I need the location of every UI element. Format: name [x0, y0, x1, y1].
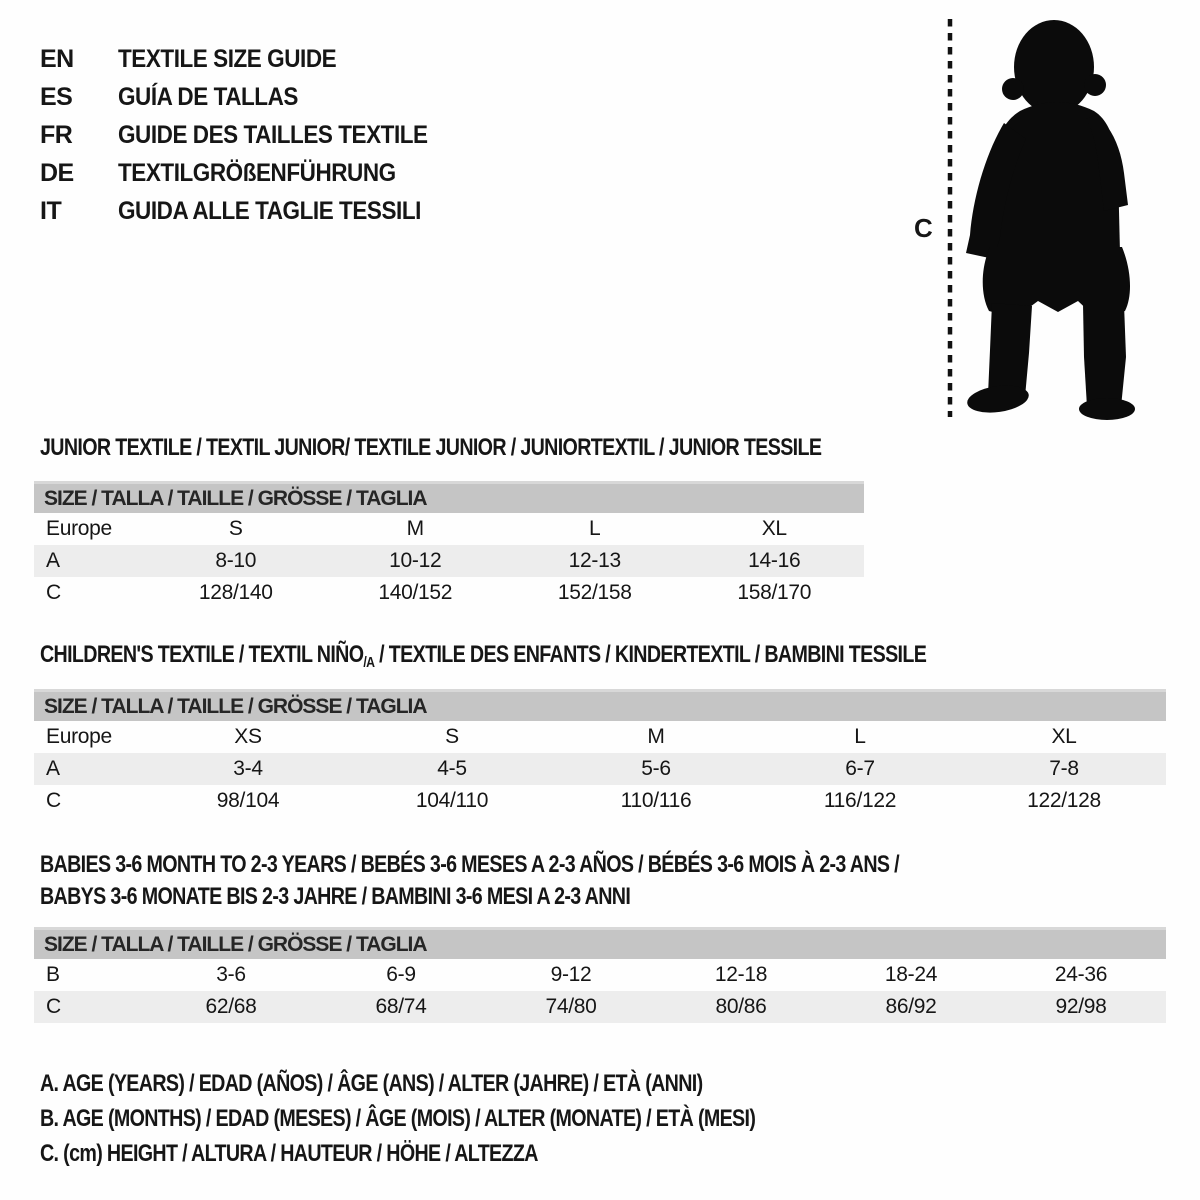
- size-cell: XS: [234, 725, 262, 748]
- size-cell: 98/104: [216, 789, 280, 812]
- size-cell: 12-13: [568, 549, 621, 572]
- table-row: [34, 513, 864, 545]
- size-cell: M: [406, 517, 424, 540]
- language-code: EN: [40, 44, 74, 73]
- size-cell: 92/98: [1055, 995, 1107, 1018]
- size-cell: XL: [1051, 725, 1077, 748]
- row-label: B: [46, 963, 60, 986]
- legend-line-c: C. (cm) HEIGHT / ALTURA / HAUTEUR / HÖHE / ALTEZZA: [40, 1139, 538, 1167]
- size-cell: XL: [761, 517, 787, 540]
- children-size-table: [34, 689, 1166, 817]
- legend-line-b: B. AGE (MONTHS) / EDAD (MESES) / ÂGE (MOIS) / ALTER (MONATE) / ETÀ (MESI): [40, 1104, 756, 1132]
- table-row: [34, 785, 1166, 817]
- table-row: [34, 721, 1166, 753]
- size-cell: 122/128: [1027, 789, 1101, 812]
- row-label: C: [46, 995, 61, 1018]
- size-cell: 80/86: [715, 995, 767, 1018]
- junior-section-title: JUNIOR TEXTILE / TEXTIL JUNIOR/ TEXTILE JUNIOR / JUNIORTEXTIL / JUNIOR TESSILE: [40, 434, 822, 461]
- language-row: [40, 154, 462, 192]
- size-cell: S: [228, 517, 243, 540]
- language-row: [40, 116, 462, 154]
- size-cell: 74/80: [545, 995, 597, 1018]
- children-section-title: CHILDREN'S TEXTILE / TEXTIL $NIÑO_{/A}$ / TEXTILE DES ENFANTS / KINDERTEXTIL / BAMBINI TESSILE: [40, 641, 927, 671]
- language-label: GUIDE DES TAILLES TEXTILE: [118, 120, 428, 149]
- size-cell: 62/68: [205, 995, 257, 1018]
- row-label: Europe: [46, 517, 112, 540]
- size-cell: M: [647, 725, 665, 748]
- size-header-band: [34, 689, 1166, 721]
- legend-line-a: A. AGE (YEARS) / EDAD (AÑOS) / ÂGE (ANS) / ALTER (JAHRE) / ETÀ (ANNI): [40, 1069, 703, 1097]
- size-cell: 18-24: [884, 963, 938, 986]
- table-row: [34, 959, 1166, 991]
- size-cell: 6-9: [386, 963, 416, 986]
- row-label: Europe: [46, 725, 112, 748]
- babies-section-title-line1: BABIES 3-6 MONTH TO 2-3 YEARS / BEBÉS 3-6 MESES A 2-3 AÑOS / BÉBÉS 3-6 MOIS À 2-3 ANS /: [40, 851, 900, 878]
- size-cell: 104/110: [415, 789, 489, 812]
- table-row: [34, 545, 864, 577]
- language-row: [40, 192, 462, 230]
- babies-section-title-line2: BABYS 3-6 MONATE BIS 2-3 JAHRE / BAMBINI 3-6 MESI A 2-3 ANNI: [40, 883, 631, 910]
- table-row: [34, 753, 1166, 785]
- language-label: GUÍA DE TALLAS: [118, 82, 298, 111]
- size-cell: 158/170: [737, 581, 812, 604]
- language-code: DE: [40, 158, 74, 187]
- language-label: TEXTILE SIZE GUIDE: [118, 44, 337, 73]
- size-cell: 140/152: [378, 581, 453, 604]
- language-label: GUIDA ALLE TAGLIE TESSILI: [118, 196, 421, 225]
- size-header-band: [34, 927, 1166, 959]
- size-cell: 4-5: [437, 757, 467, 780]
- size-cell: 128/140: [198, 581, 273, 604]
- size-cell: 10-12: [389, 549, 442, 572]
- size-cell: 14-16: [748, 549, 801, 572]
- size-cell: 152/158: [557, 581, 632, 604]
- table-row: [34, 577, 864, 609]
- size-cell: 3-4: [233, 757, 263, 780]
- table-row: [34, 991, 1166, 1023]
- size-cell: 3-6: [216, 963, 246, 986]
- babies-section-heading: [40, 849, 1088, 913]
- size-header-text: SIZE / TALLA / TAILLE / GRÖSSE / TAGLIA: [44, 932, 427, 956]
- size-cell: 7-8: [1049, 757, 1079, 780]
- row-label: C: [46, 581, 61, 604]
- junior-section-heading: [40, 434, 993, 462]
- row-label: A: [46, 757, 60, 780]
- row-label: C: [46, 789, 61, 812]
- language-row: [40, 40, 462, 78]
- language-code: IT: [40, 196, 62, 225]
- size-cell: 116/122: [823, 789, 897, 812]
- size-header-text: SIZE / TALLA / TAILLE / GRÖSSE / TAGLIA: [44, 694, 427, 718]
- children-section-heading: [40, 641, 1121, 671]
- row-label: A: [46, 549, 60, 572]
- language-row: [40, 78, 462, 116]
- size-cell: S: [445, 725, 459, 748]
- size-cell: 6-7: [845, 757, 875, 780]
- size-cell: 5-6: [641, 757, 671, 780]
- junior-size-table: [34, 481, 864, 609]
- size-cell: L: [854, 725, 866, 748]
- size-header-band: [34, 481, 864, 513]
- language-list: [40, 40, 462, 230]
- language-code: FR: [40, 120, 73, 149]
- height-measure-figure: [888, 5, 1150, 425]
- babies-size-table: [34, 927, 1166, 1023]
- size-cell: 110/116: [620, 789, 692, 812]
- size-cell: 86/92: [885, 995, 937, 1018]
- language-code: ES: [40, 82, 73, 111]
- height-measure-label: C: [914, 213, 933, 243]
- size-cell: 8-10: [215, 549, 257, 572]
- size-cell: 24-36: [1054, 963, 1108, 986]
- size-cell: 12-18: [714, 963, 768, 986]
- size-cell: 9-12: [550, 963, 592, 986]
- size-cell: 68/74: [375, 995, 427, 1018]
- language-label: TEXTILGRÖßENFÜHRUNG: [118, 158, 396, 187]
- size-cell: L: [589, 517, 601, 540]
- measure-legend: [40, 1066, 912, 1171]
- size-header-text: SIZE / TALLA / TAILLE / GRÖSSE / TAGLIA: [44, 486, 427, 510]
